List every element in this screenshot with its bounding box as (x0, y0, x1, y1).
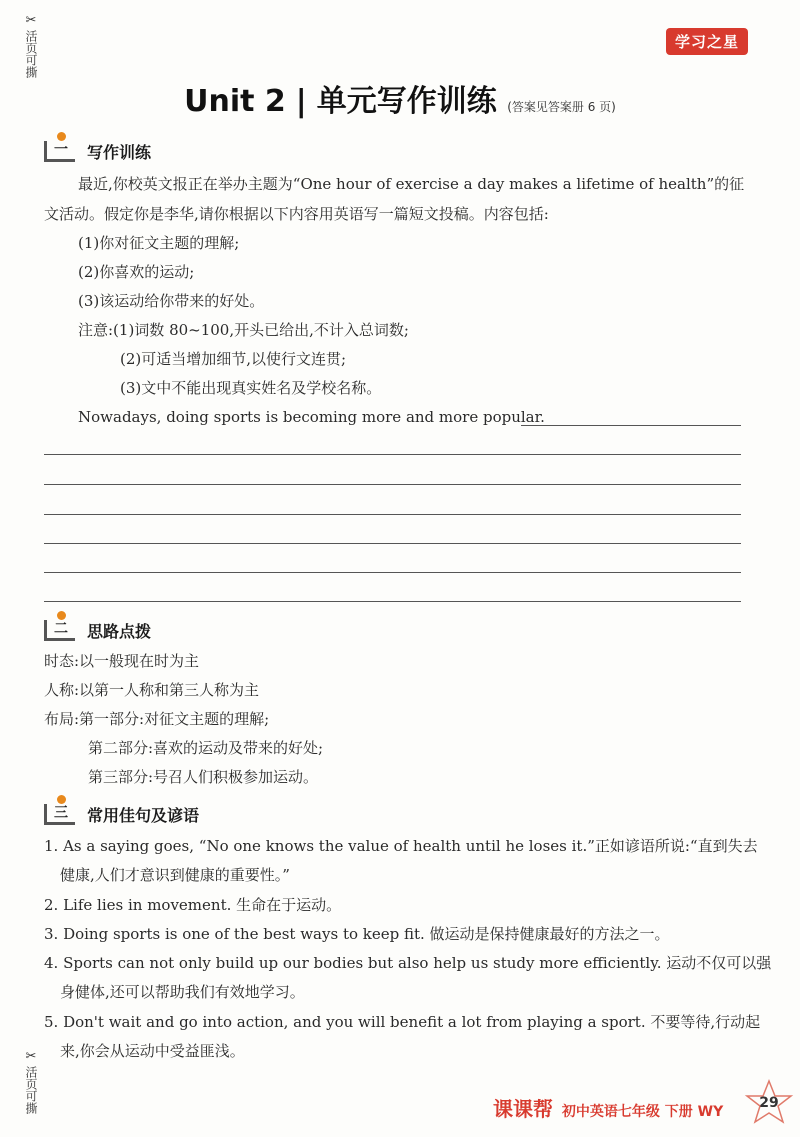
page-number: 29 (759, 1095, 779, 1111)
hint-line: 第三部分:号召人们积极参加运动。 (88, 768, 319, 786)
footer-logo: 课课帮 (493, 1097, 553, 1121)
section-title: 思路点拨 (87, 621, 152, 641)
sentence-line: 5. Don't wait and go into action, and you will benefit a lot from playing a sport. 不要等待,行动起 (44, 1013, 761, 1031)
sentence-line: 3. Doing sports is one of the best ways to keep fit. 做运动是保持健康最好的方法之一。 (44, 925, 670, 943)
unit-label: Unit 2 (184, 84, 286, 119)
writing-line[interactable] (44, 572, 741, 573)
sentence-line: 4. Sports can not only build up our bodies but also help us study more efficiently. 运动不仅可以强 (44, 954, 772, 972)
note-line: (2)可适当增加细节,以使行文连贯; (120, 350, 347, 368)
footer-brand (493, 1093, 723, 1122)
brand-badge: 学习之星 (666, 28, 748, 55)
content-point: (2)你喜欢的运动; (78, 263, 195, 281)
note-line: 注意:(1)词数 80~100,开头已给出,不计入总词数; (78, 321, 409, 339)
hint-line: 时态:以一般现在时为主 (44, 652, 200, 670)
sentence-line: 1. As a saying goes, “No one knows the value of health until he loses it.”正如谚语所说:“直到失去 (44, 837, 758, 855)
tear-off-text: 活页可撕 (24, 30, 38, 78)
section-number-icon: 二 (44, 620, 75, 641)
page-title (0, 76, 800, 120)
unit-topic: 单元写作训练 (316, 84, 497, 119)
note-line: (3)文中不能出现真实姓名及学校名称。 (120, 379, 382, 397)
content-point: (3)该运动给你带来的好处。 (78, 292, 265, 310)
prompt-line: 最近,你校英文报正在举办主题为“One hour of exercise a day makes a lifetime of health”的征 (78, 175, 745, 193)
scissors-icon: ✂ (25, 1049, 37, 1064)
answer-note: (答案见答案册 6 页) (507, 100, 616, 114)
sentence-line: 来,你会从运动中受益匪浅。 (60, 1042, 245, 1060)
tear-off-note-top (22, 14, 40, 81)
prompt-line: 文活动。假定你是李华,请你根据以下内容用英语写一篇短文投稿。内容包括: (44, 205, 549, 223)
section-heading-writing (44, 140, 151, 162)
tear-off-text: 活页可撕 (24, 1066, 38, 1114)
title-divider: | (295, 84, 307, 119)
section-title: 常用佳句及谚语 (87, 805, 200, 825)
writing-line[interactable] (521, 425, 741, 426)
sentence-line: 身健体,还可以帮助我们有效地学习。 (60, 983, 305, 1001)
section-number-icon: 三 (44, 804, 75, 825)
scissors-icon: ✂ (25, 13, 37, 28)
writing-line[interactable] (44, 543, 741, 544)
section-heading-sentences (44, 803, 199, 825)
sentence-line: 2. Life lies in movement. 生命在于运动。 (44, 896, 342, 914)
writing-line[interactable] (44, 601, 741, 602)
writing-line[interactable] (44, 514, 741, 515)
content-point: (1)你对征文主题的理解; (78, 234, 240, 252)
sentence-line: 健康,人们才意识到健康的重要性。” (60, 866, 290, 884)
hint-line: 人称:以第一人称和第三人称为主 (44, 681, 260, 699)
hint-line: 第二部分:喜欢的运动及带来的好处; (88, 739, 324, 757)
section-number-icon: 一 (44, 141, 75, 162)
writing-line[interactable] (44, 484, 741, 485)
writing-line[interactable] (44, 454, 741, 455)
tear-off-note-bottom (22, 1050, 40, 1117)
opening-sentence: Nowadays, doing sports is becoming more and more popular. (78, 408, 545, 426)
hint-line: 布局:第一部分:对征文主题的理解; (44, 710, 270, 728)
section-title: 写作训练 (87, 142, 152, 162)
footer-book: 初中英语七年级 下册 WY (561, 1104, 724, 1120)
section-heading-hints (44, 619, 151, 641)
